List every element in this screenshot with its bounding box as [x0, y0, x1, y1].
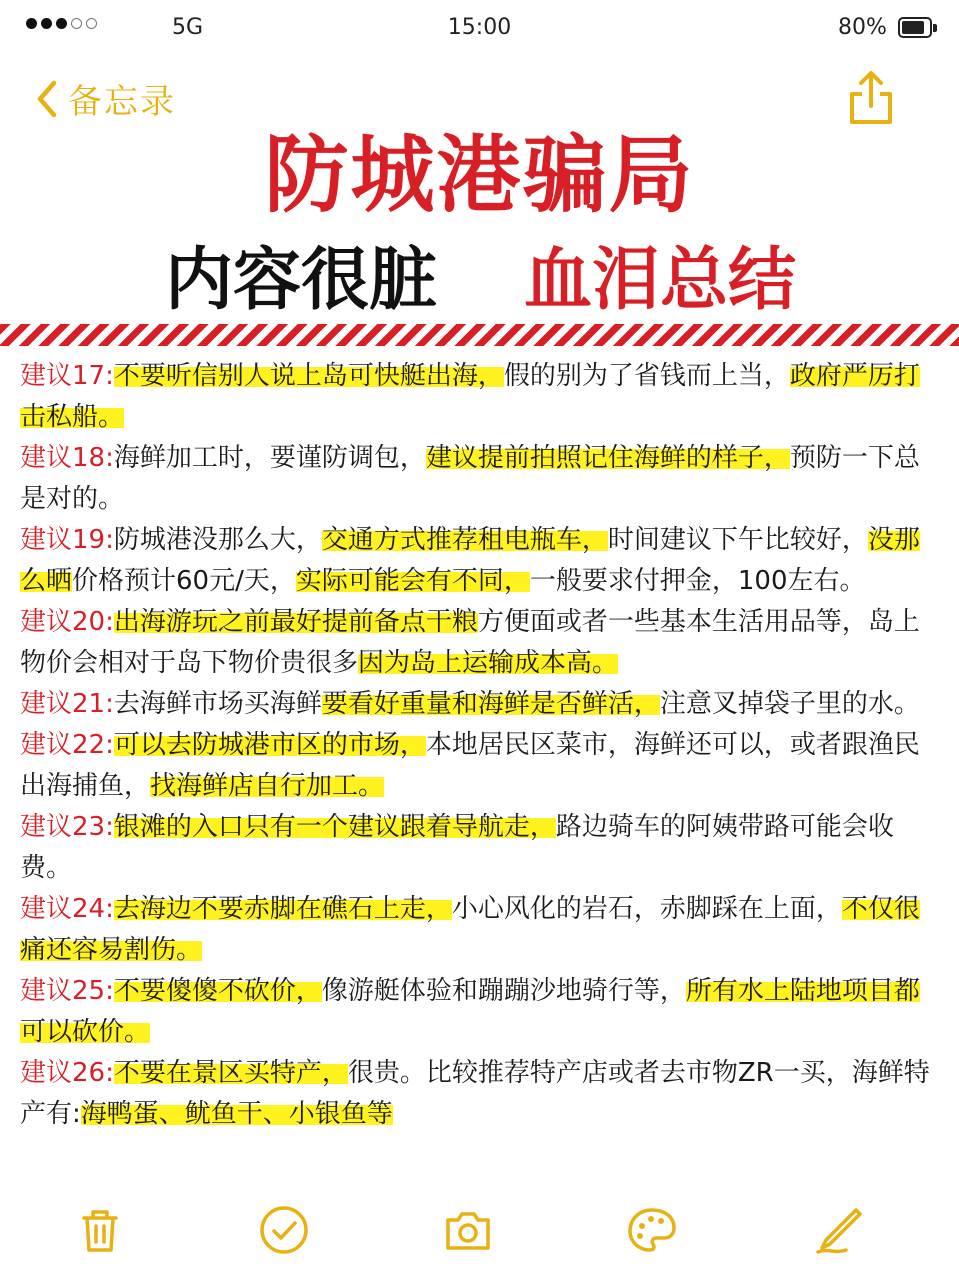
back-label: 备忘录 — [68, 82, 176, 122]
body-text: 像游艇体验和蹦蹦沙地骑行等， — [321, 976, 686, 1006]
item-label: 建议20: — [20, 607, 114, 637]
checkmark-icon[interactable] — [256, 1202, 312, 1258]
item-label: 建议25: — [20, 976, 114, 1006]
body-text: 注意叉掉袋子里的水。 — [659, 689, 920, 719]
highlighted-text: 不要听信别人说上岛可快艇出海， — [113, 361, 504, 391]
highlighted-text: 没那么晒 — [20, 525, 920, 596]
highlighted-text: 银滩的入口只有一个建议跟着导航走， — [113, 812, 556, 842]
item-label: 建议26: — [20, 1058, 114, 1088]
body-text: 价格预计60元/天， — [72, 566, 296, 596]
highlighted-text: 出海游玩之前最好提前备点干粮 — [113, 607, 478, 637]
body-text: 小心风化的岩石，赤脚踩在上面， — [451, 894, 842, 924]
body-text: 本地居民区菜市，海鲜还可以，或者跟渔民出海捕鱼， — [20, 730, 920, 801]
item-label: 建议17: — [20, 361, 114, 391]
body-text: 路边骑车的阿姨带路可能会收费。 — [20, 812, 894, 883]
note-body[interactable] — [20, 356, 938, 1135]
page-title: 防城港骗局 — [264, 125, 695, 224]
note-item — [20, 356, 938, 438]
note-item — [20, 807, 938, 889]
note-item — [20, 725, 938, 807]
note-item — [20, 602, 938, 684]
item-label: 建议18: — [20, 443, 114, 473]
carrier-label: 5G — [172, 15, 204, 40]
status-time: 15:00 — [447, 15, 512, 40]
highlighted-text: 海鸭蛋、鱿鱼干、小银鱼等 — [80, 1099, 393, 1129]
highlighted-text: 不要在景区买特产， — [113, 1058, 348, 1088]
body-text: 去海鲜市场买海鲜 — [113, 689, 322, 719]
note-item — [20, 1053, 938, 1135]
highlighted-text: 不仅很痛还容易割伤。 — [20, 894, 920, 965]
status-bar — [0, 0, 959, 60]
highlighted-text: 所有水上陆地项目都可以砍价。 — [20, 976, 920, 1047]
camera-icon[interactable] — [440, 1202, 496, 1258]
battery-percent: 80% — [838, 15, 887, 40]
note-item — [20, 971, 938, 1053]
item-label: 建议22: — [20, 730, 114, 760]
item-label: 建议24: — [20, 894, 114, 924]
bottom-toolbar — [0, 1196, 959, 1268]
body-text: 预防一下总是对的。 — [20, 443, 920, 514]
note-item — [20, 889, 938, 971]
subtitle-left: 内容很脏 — [165, 240, 438, 320]
body-text: 方便面或者一些基本生活用品等，岛上物价会相对于岛下物价贵很多 — [20, 607, 920, 678]
pen-icon[interactable] — [810, 1202, 866, 1258]
subtitle-right: 血泪总结 — [524, 240, 797, 320]
trash-icon[interactable] — [72, 1202, 128, 1258]
highlighted-text: 政府严厉打击私船。 — [20, 361, 920, 432]
highlighted-text: 去海边不要赤脚在礁石上走， — [113, 894, 452, 924]
palette-icon[interactable] — [624, 1202, 680, 1258]
item-label: 建议21: — [20, 689, 114, 719]
body-text: 时间建议下午比较好， — [607, 525, 868, 555]
highlighted-text: 建议提前拍照记住海鲜的样子， — [425, 443, 790, 473]
highlighted-text: 因为岛上运输成本高。 — [358, 648, 619, 678]
highlighted-text: 可以去防城港市区的市场， — [113, 730, 426, 760]
battery-icon — [898, 17, 932, 38]
item-label: 建议23: — [20, 812, 114, 842]
note-item — [20, 684, 938, 725]
note-item — [20, 438, 938, 520]
item-label: 建议19: — [20, 525, 114, 555]
highlighted-text: 不要傻傻不砍价， — [113, 976, 322, 1006]
body-text: 海鲜加工时，要谨防调包， — [113, 443, 426, 473]
highlighted-text: 实际可能会有不同， — [295, 566, 530, 596]
highlighted-text: 要看好重量和海鲜是否鲜活， — [321, 689, 660, 719]
body-text: 防城港没那么大， — [113, 525, 322, 555]
note-item — [20, 520, 938, 602]
body-text: 假的别为了省钱而上当， — [503, 361, 790, 391]
body-text: 一般要求付押金，100左右。 — [529, 566, 866, 596]
highlighted-text: 找海鲜店自行加工。 — [150, 771, 385, 801]
body-text: 很贵。比较推荐特产店或者去市物ZR一买，海鲜特产有: — [20, 1058, 930, 1129]
highlighted-text: 交通方式推荐租电瓶车， — [321, 525, 608, 555]
striped-divider — [0, 324, 959, 346]
